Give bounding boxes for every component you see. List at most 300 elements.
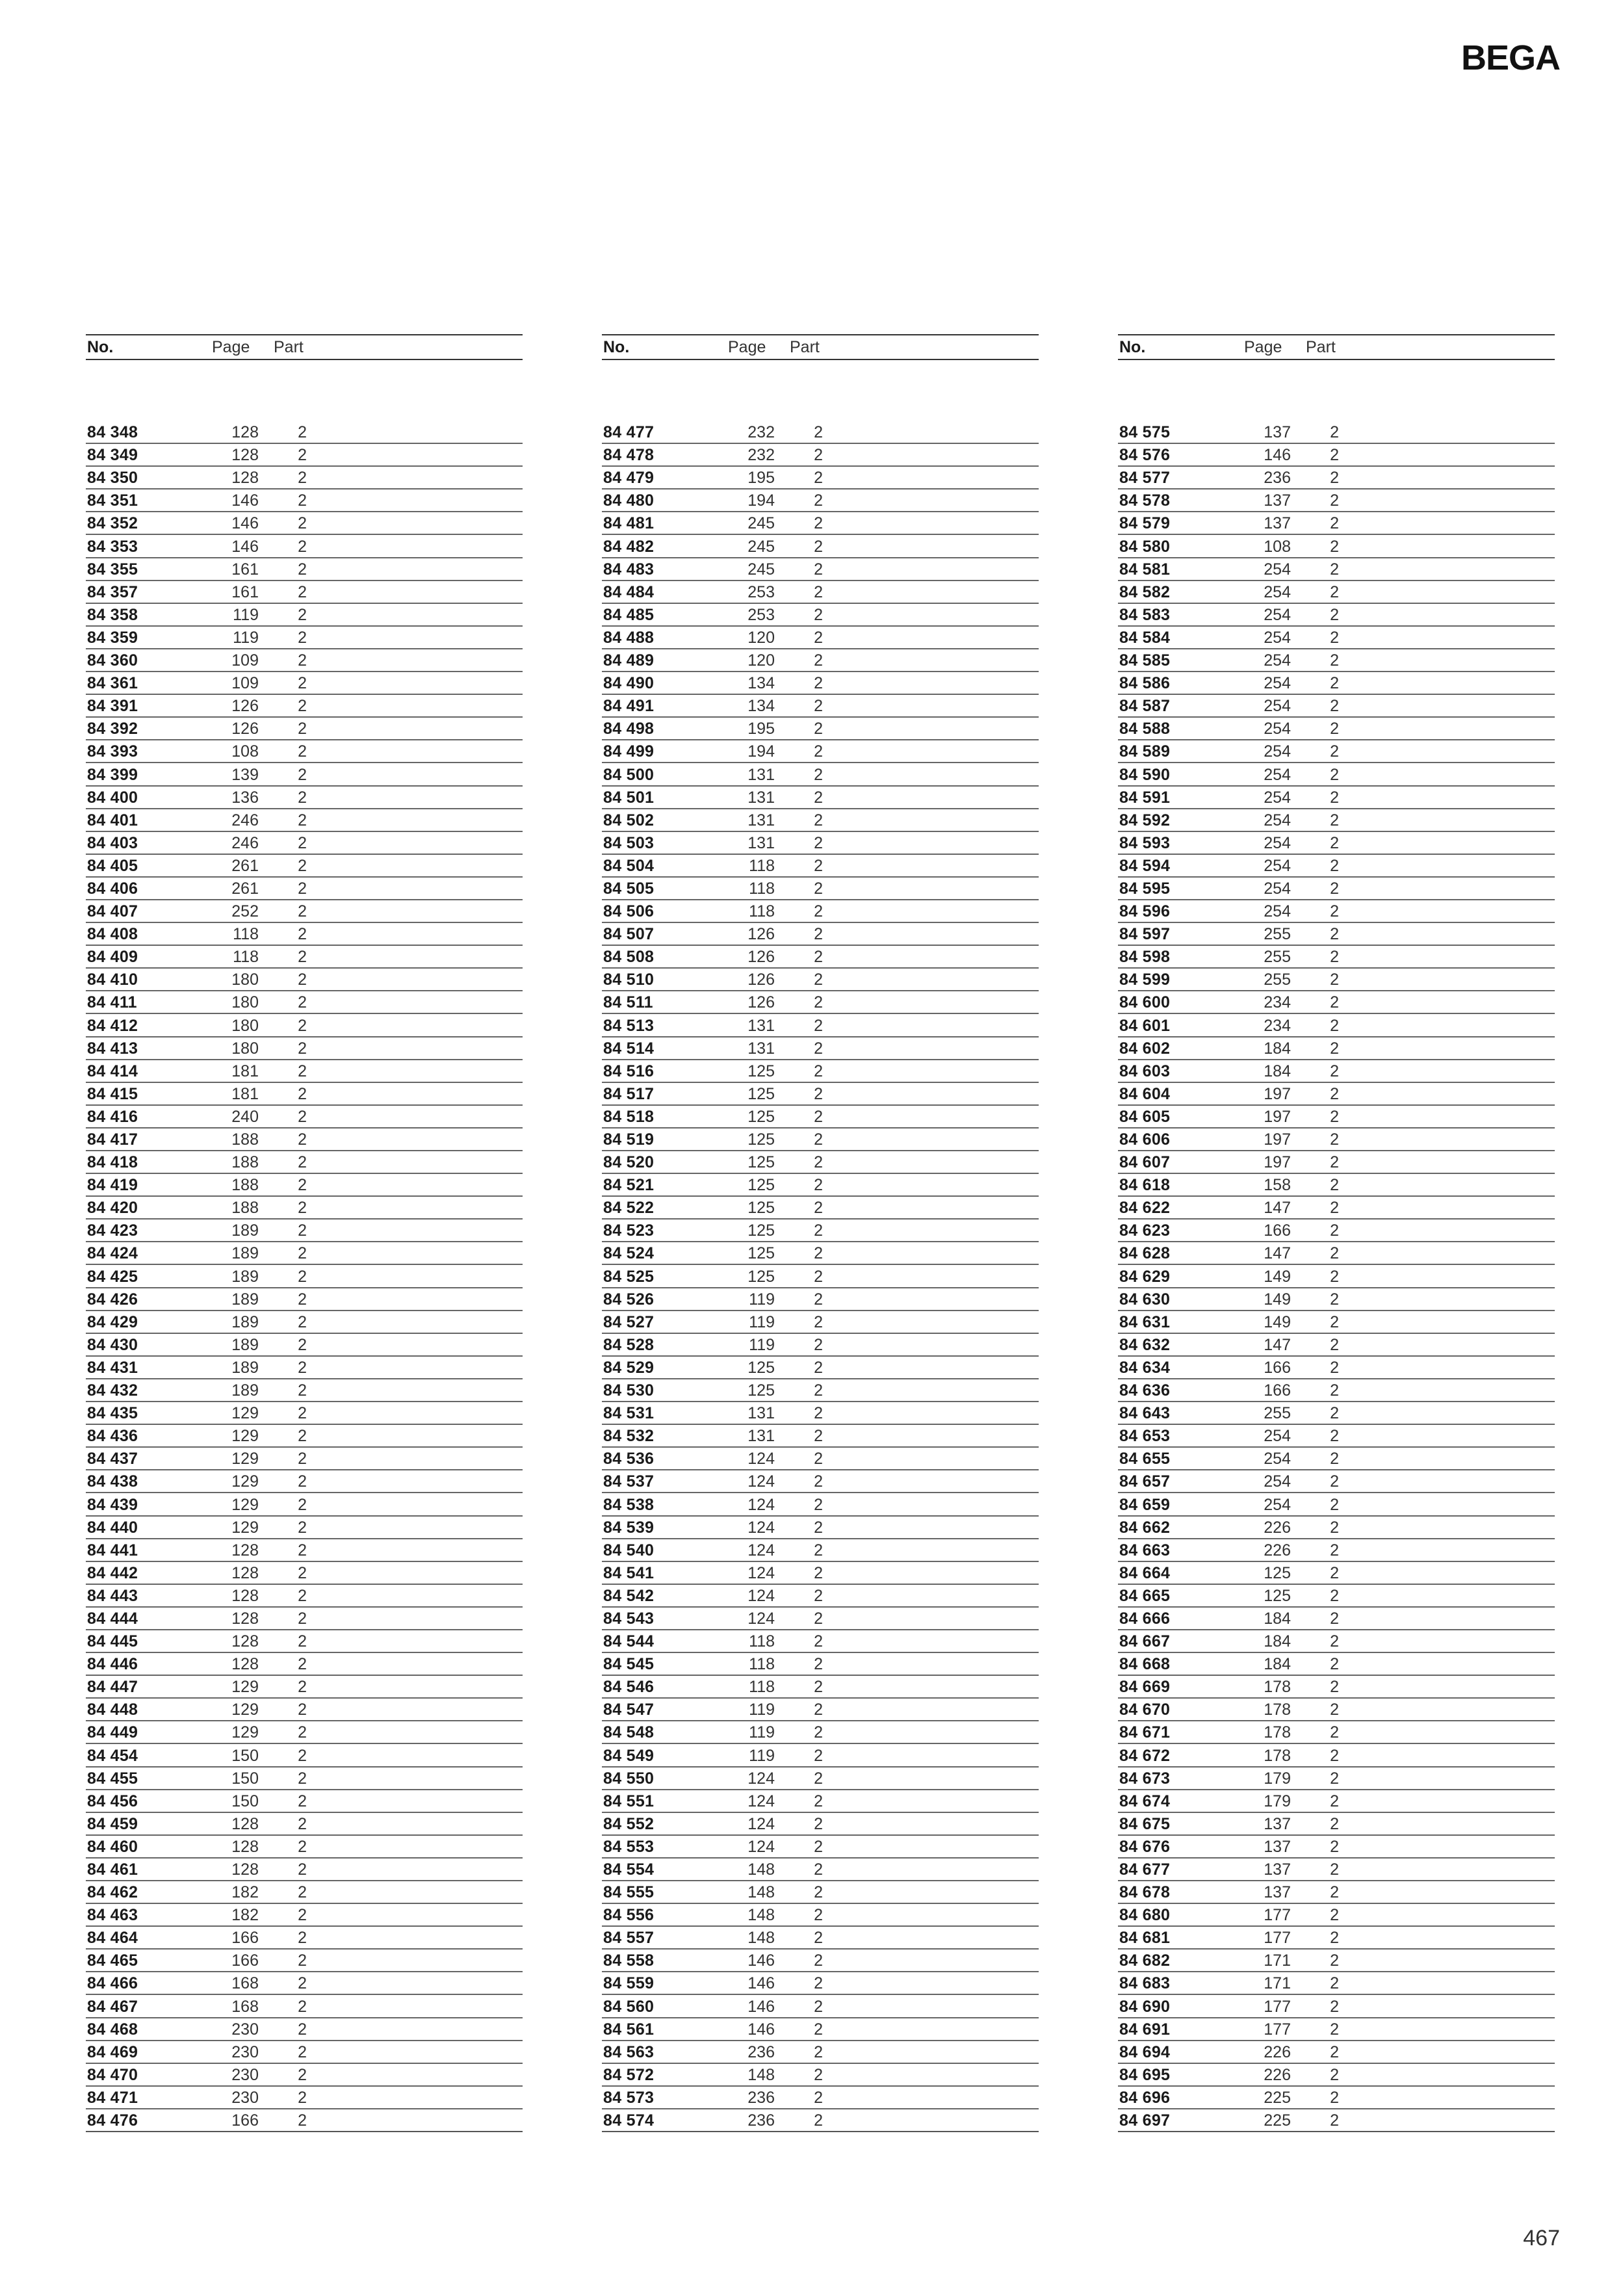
part-ref: 2 <box>814 423 823 442</box>
table-row <box>1118 1195 1555 1218</box>
item-number: 84 595 <box>1119 879 1171 898</box>
item-number: 84 414 <box>87 1062 138 1080</box>
item-number: 84 415 <box>87 1084 138 1103</box>
page-ref: 197 <box>1264 1107 1291 1126</box>
page-ref: 232 <box>747 446 775 465</box>
page-ref: 245 <box>747 560 775 579</box>
page-ref: 254 <box>1264 1450 1291 1468</box>
page-ref: 188 <box>231 1153 259 1172</box>
page-ref: 166 <box>1264 1358 1291 1377</box>
table-row <box>1118 808 1555 831</box>
table-row <box>86 511 523 534</box>
part-ref: 2 <box>814 1107 823 1126</box>
table-row <box>602 808 1039 831</box>
table-row <box>602 488 1039 511</box>
part-ref: 2 <box>814 1267 823 1286</box>
item-number: 84 483 <box>603 560 655 579</box>
page-ref: 149 <box>1264 1312 1291 1331</box>
item-number: 84 448 <box>87 1701 138 1719</box>
item-number: 84 607 <box>1119 1153 1171 1172</box>
page-ref: 230 <box>231 2020 259 2039</box>
item-number: 84 503 <box>603 833 655 852</box>
part-ref: 2 <box>1330 1450 1339 1468</box>
page-ref: 166 <box>231 1929 259 1948</box>
item-number: 84 361 <box>87 674 138 693</box>
part-ref: 2 <box>814 879 823 898</box>
page-ref: 147 <box>1264 1244 1291 1263</box>
part-ref: 2 <box>298 1609 307 1628</box>
item-number: 84 560 <box>603 1997 655 2016</box>
table-row <box>1118 876 1555 899</box>
page-ref: 246 <box>231 833 259 852</box>
part-ref: 2 <box>814 1221 823 1240</box>
page-ref: 131 <box>747 1404 775 1423</box>
table-row <box>1118 1378 1555 1401</box>
table-row <box>602 648 1039 671</box>
part-ref: 2 <box>298 1381 307 1400</box>
part-ref: 2 <box>814 902 823 921</box>
table-row <box>86 2063 523 2085</box>
part-ref: 2 <box>298 993 307 1012</box>
part-ref: 2 <box>814 1084 823 1103</box>
item-number: 84 563 <box>603 2042 655 2061</box>
part-ref: 2 <box>298 491 307 510</box>
part-ref: 2 <box>1330 2065 1339 2084</box>
table-row <box>1118 1675 1555 1697</box>
column-header <box>1118 334 1555 360</box>
part-ref: 2 <box>814 1381 823 1400</box>
table-row <box>86 1584 523 1606</box>
page-ref: 131 <box>747 1016 775 1035</box>
page-ref: 230 <box>231 2042 259 2061</box>
page-ref: 168 <box>231 1974 259 1993</box>
item-number: 84 555 <box>603 1883 655 1902</box>
part-ref: 2 <box>298 1404 307 1423</box>
table-row <box>602 1013 1039 1036</box>
item-number: 84 590 <box>1119 765 1171 784</box>
table-row <box>602 1948 1039 1971</box>
item-number: 84 479 <box>603 469 655 488</box>
page-ref: 118 <box>233 925 259 944</box>
item-number: 84 425 <box>87 1267 138 1286</box>
table-row <box>86 1538 523 1561</box>
page-ref: 126 <box>231 720 259 738</box>
item-number: 84 501 <box>603 788 655 807</box>
part-ref: 2 <box>814 1130 823 1149</box>
part-ref: 2 <box>298 1746 307 1765</box>
table-row <box>86 1150 523 1173</box>
part-ref: 2 <box>814 1609 823 1628</box>
item-number: 84 529 <box>603 1358 655 1377</box>
item-number: 84 672 <box>1119 1746 1171 1765</box>
part-ref: 2 <box>298 1701 307 1719</box>
page-ref: 253 <box>747 605 775 624</box>
table-row <box>602 2085 1039 2108</box>
part-ref: 2 <box>298 1883 307 1902</box>
table-row <box>86 1697 523 1720</box>
index-rows <box>602 420 1039 2132</box>
page-ref: 137 <box>1264 1814 1291 1833</box>
part-ref: 2 <box>814 1427 823 1446</box>
page-ref: 125 <box>747 1130 775 1149</box>
page-ref: 181 <box>231 1084 259 1103</box>
part-ref: 2 <box>298 1267 307 1286</box>
item-number: 84 411 <box>87 993 137 1012</box>
table-row <box>1118 465 1555 488</box>
item-number: 84 408 <box>87 925 138 944</box>
table-row <box>602 922 1039 945</box>
part-ref: 2 <box>1330 1221 1339 1240</box>
item-number: 84 669 <box>1119 1678 1171 1697</box>
page-ref: 129 <box>231 1678 259 1697</box>
page-ref: 254 <box>1264 1472 1291 1491</box>
part-ref: 2 <box>814 1678 823 1697</box>
page-ref: 255 <box>1264 1404 1291 1423</box>
table-row <box>602 1241 1039 1264</box>
part-ref: 2 <box>814 1997 823 2016</box>
item-number: 84 695 <box>1119 2065 1171 2084</box>
page-ref: 188 <box>231 1199 259 1218</box>
table-row <box>602 785 1039 808</box>
part-ref: 2 <box>1330 2111 1339 2130</box>
page-ref: 128 <box>231 446 259 465</box>
part-ref: 2 <box>1330 1244 1339 1263</box>
table-row <box>1118 1812 1555 1834</box>
page-ref: 118 <box>749 1655 775 1674</box>
table-row <box>602 1971 1039 1994</box>
item-number: 84 598 <box>1119 948 1171 967</box>
page-ref: 147 <box>1264 1335 1291 1354</box>
item-number: 84 551 <box>603 1792 655 1810</box>
table-row <box>86 2108 523 2131</box>
item-number: 84 393 <box>87 742 138 761</box>
item-number: 84 538 <box>603 1495 655 1514</box>
table-row <box>86 785 523 808</box>
table-row <box>86 1469 523 1492</box>
table-row <box>602 1127 1039 1150</box>
part-ref: 2 <box>298 2088 307 2107</box>
item-number: 84 355 <box>87 560 138 579</box>
page-ref: 120 <box>747 628 775 647</box>
page-ref: 134 <box>747 674 775 693</box>
part-ref: 2 <box>814 651 823 670</box>
table-row <box>602 1401 1039 1424</box>
table-row <box>1118 1082 1555 1104</box>
page-ref: 124 <box>747 1792 775 1810</box>
item-number: 84 406 <box>87 879 138 898</box>
part-ref: 2 <box>814 2020 823 2039</box>
part-ref: 2 <box>1330 765 1339 784</box>
page-ref: 254 <box>1264 742 1291 761</box>
part-ref: 2 <box>1330 1586 1339 1605</box>
item-number: 84 429 <box>87 1312 138 1331</box>
table-row <box>602 1310 1039 1333</box>
page-ref: 124 <box>747 1769 775 1788</box>
part-ref: 2 <box>298 514 307 533</box>
page-ref: 146 <box>1264 446 1291 465</box>
part-ref: 2 <box>814 833 823 852</box>
part-ref: 2 <box>814 788 823 807</box>
table-row <box>1118 1287 1555 1310</box>
item-number: 84 668 <box>1119 1655 1171 1674</box>
brand-logo: BEGA <box>1461 38 1560 77</box>
item-number: 84 553 <box>603 1837 655 1856</box>
part-ref: 2 <box>1330 697 1339 716</box>
page-ref: 149 <box>1264 1267 1291 1286</box>
item-number: 84 574 <box>603 2111 655 2130</box>
item-number: 84 392 <box>87 720 138 738</box>
page-ref: 254 <box>1264 1427 1291 1446</box>
item-number: 84 502 <box>603 811 655 829</box>
table-row <box>86 488 523 511</box>
table-row <box>602 694 1039 716</box>
part-ref: 2 <box>1330 1997 1339 2016</box>
page-ref: 137 <box>1264 423 1291 442</box>
item-number: 84 352 <box>87 514 138 533</box>
item-number: 84 360 <box>87 651 138 670</box>
part-ref: 2 <box>1330 1312 1339 1331</box>
page-ref: 108 <box>231 742 259 761</box>
part-ref: 2 <box>814 605 823 624</box>
page-ref: 119 <box>749 1723 775 1742</box>
table-row <box>86 603 523 625</box>
part-ref: 2 <box>298 605 307 624</box>
page-ref: 254 <box>1264 902 1291 921</box>
table-row <box>1118 1971 1555 1994</box>
part-ref: 2 <box>1330 2088 1339 2107</box>
table-row <box>602 1059 1039 1082</box>
table-row <box>1118 1697 1555 1720</box>
item-number: 84 671 <box>1119 1723 1171 1742</box>
part-ref: 2 <box>814 697 823 716</box>
item-number: 84 674 <box>1119 1792 1171 1810</box>
page-ref: 189 <box>231 1335 259 1354</box>
page-ref: 109 <box>231 651 259 670</box>
table-row <box>86 580 523 603</box>
part-ref: 2 <box>1330 2020 1339 2039</box>
part-ref: 2 <box>298 1495 307 1514</box>
item-number: 84 465 <box>87 1951 138 1970</box>
item-number: 84 521 <box>603 1176 655 1195</box>
item-number: 84 623 <box>1119 1221 1171 1240</box>
item-number: 84 602 <box>1119 1039 1171 1058</box>
page-ref: 178 <box>1264 1701 1291 1719</box>
page-ref: 189 <box>231 1381 259 1400</box>
table-row <box>1118 420 1555 443</box>
part-ref: 2 <box>298 1929 307 1948</box>
index-column-3 <box>1118 334 1555 2132</box>
part-ref: 2 <box>298 1678 307 1697</box>
page-ref: 129 <box>231 1450 259 1468</box>
item-number: 84 443 <box>87 1586 138 1605</box>
part-ref: 2 <box>1330 948 1339 967</box>
table-row <box>1118 1606 1555 1629</box>
part-ref: 2 <box>298 1518 307 1537</box>
page-ref: 119 <box>233 628 259 647</box>
page-ref: 181 <box>231 1062 259 1080</box>
part-ref: 2 <box>298 856 307 875</box>
item-number: 84 593 <box>1119 833 1171 852</box>
item-number: 84 557 <box>603 1929 655 1948</box>
item-number: 84 525 <box>603 1267 655 1286</box>
item-number: 84 454 <box>87 1746 138 1765</box>
item-number: 84 513 <box>603 1016 655 1035</box>
part-ref: 2 <box>814 1563 823 1582</box>
item-number: 84 628 <box>1119 1244 1171 1263</box>
item-number: 84 520 <box>603 1153 655 1172</box>
header-no: No. <box>87 337 114 356</box>
table-row <box>602 1515 1039 1538</box>
table-row <box>602 1446 1039 1469</box>
page-ref: 254 <box>1264 833 1291 852</box>
item-number: 84 587 <box>1119 697 1171 716</box>
page-ref: 161 <box>231 582 259 601</box>
table-row <box>86 1492 523 1515</box>
page-ref: 129 <box>231 1472 259 1491</box>
item-number: 84 634 <box>1119 1358 1171 1377</box>
table-row <box>602 1606 1039 1629</box>
part-ref: 2 <box>298 1107 307 1126</box>
page-ref: 129 <box>231 1495 259 1514</box>
item-number: 84 430 <box>87 1335 138 1354</box>
page-ref: 166 <box>231 2111 259 2130</box>
page-ref: 129 <box>231 1427 259 1446</box>
part-ref: 2 <box>814 1769 823 1788</box>
page-ref: 230 <box>231 2065 259 2084</box>
page-ref: 236 <box>747 2042 775 2061</box>
page-ref: 195 <box>747 720 775 738</box>
item-number: 84 441 <box>87 1541 138 1559</box>
table-row <box>86 967 523 990</box>
part-ref: 2 <box>814 1153 823 1172</box>
part-ref: 2 <box>298 765 307 784</box>
table-row <box>1118 1218 1555 1241</box>
page-ref: 125 <box>747 1199 775 1218</box>
item-number: 84 358 <box>87 605 138 624</box>
page-ref: 254 <box>1264 720 1291 738</box>
header-page: Page <box>728 337 766 356</box>
page-ref: 125 <box>747 1107 775 1126</box>
part-ref: 2 <box>298 674 307 693</box>
table-row <box>1118 1561 1555 1584</box>
part-ref: 2 <box>298 1586 307 1605</box>
page-ref: 254 <box>1264 811 1291 829</box>
item-number: 84 426 <box>87 1290 138 1309</box>
table-row <box>86 1652 523 1675</box>
item-number: 84 575 <box>1119 423 1171 442</box>
item-number: 84 456 <box>87 1792 138 1810</box>
page-ref: 118 <box>749 902 775 921</box>
page-ref: 148 <box>747 1883 775 1902</box>
item-number: 84 423 <box>87 1221 138 1240</box>
item-number: 84 463 <box>87 1906 138 1925</box>
item-number: 84 662 <box>1119 1518 1171 1537</box>
part-ref: 2 <box>814 2088 823 2107</box>
part-ref: 2 <box>814 1792 823 1810</box>
part-ref: 2 <box>298 1974 307 1993</box>
item-number: 84 510 <box>603 971 655 989</box>
table-row <box>1118 1150 1555 1173</box>
table-row <box>1118 785 1555 808</box>
table-row <box>86 1606 523 1629</box>
part-ref: 2 <box>814 514 823 533</box>
table-row <box>86 945 523 967</box>
item-number: 84 547 <box>603 1701 655 1719</box>
item-number: 84 431 <box>87 1358 138 1377</box>
part-ref: 2 <box>814 1655 823 1674</box>
page-ref: 125 <box>747 1244 775 1263</box>
part-ref: 2 <box>814 628 823 647</box>
page-ref: 148 <box>747 2065 775 2084</box>
item-number: 84 632 <box>1119 1335 1171 1354</box>
page-ref: 236 <box>1264 469 1291 488</box>
part-ref: 2 <box>298 2042 307 2061</box>
item-number: 84 500 <box>603 765 655 784</box>
item-number: 84 594 <box>1119 856 1171 875</box>
page-ref: 188 <box>231 1130 259 1149</box>
item-number: 84 554 <box>603 1860 655 1879</box>
item-number: 84 630 <box>1119 1290 1171 1309</box>
table-row <box>602 1424 1039 1446</box>
table-row <box>1118 2017 1555 2040</box>
table-row <box>86 1561 523 1584</box>
page-ref: 225 <box>1264 2111 1291 2130</box>
page-ref: 146 <box>747 1951 775 1970</box>
table-row <box>1118 1925 1555 1948</box>
table-row <box>602 1082 1039 1104</box>
part-ref: 2 <box>1330 720 1339 738</box>
table-row <box>86 1241 523 1264</box>
part-ref: 2 <box>814 674 823 693</box>
page-ref: 166 <box>231 1951 259 1970</box>
page-ref: 148 <box>747 1860 775 1879</box>
page-ref: 180 <box>231 993 259 1012</box>
part-ref: 2 <box>1330 1199 1339 1218</box>
page-ref: 245 <box>747 514 775 533</box>
item-number: 84 514 <box>603 1039 655 1058</box>
part-ref: 2 <box>1330 674 1339 693</box>
page-ref: 126 <box>747 948 775 967</box>
item-number: 84 581 <box>1119 560 1171 579</box>
page-ref: 137 <box>1264 1860 1291 1879</box>
part-ref: 2 <box>814 537 823 556</box>
table-row <box>86 899 523 922</box>
item-number: 84 540 <box>603 1541 655 1559</box>
item-number: 84 677 <box>1119 1860 1171 1879</box>
part-ref: 2 <box>1330 446 1339 465</box>
item-number: 84 477 <box>603 423 655 442</box>
page-ref: 125 <box>747 1062 775 1080</box>
item-number: 84 545 <box>603 1655 655 1674</box>
table-row <box>86 420 523 443</box>
part-ref: 2 <box>298 1358 307 1377</box>
table-row <box>86 1310 523 1333</box>
part-ref: 2 <box>298 1951 307 1970</box>
part-ref: 2 <box>298 1723 307 1742</box>
table-row <box>86 1424 523 1446</box>
page-ref: 118 <box>749 1678 775 1697</box>
table-row <box>602 854 1039 876</box>
item-number: 84 446 <box>87 1655 138 1674</box>
table-row <box>602 762 1039 785</box>
item-number: 84 401 <box>87 811 138 829</box>
item-number: 84 349 <box>87 446 138 465</box>
part-ref: 2 <box>814 971 823 989</box>
item-number: 84 622 <box>1119 1199 1171 1218</box>
table-row <box>1118 1584 1555 1606</box>
part-ref: 2 <box>814 1176 823 1195</box>
item-number: 84 657 <box>1119 1472 1171 1491</box>
